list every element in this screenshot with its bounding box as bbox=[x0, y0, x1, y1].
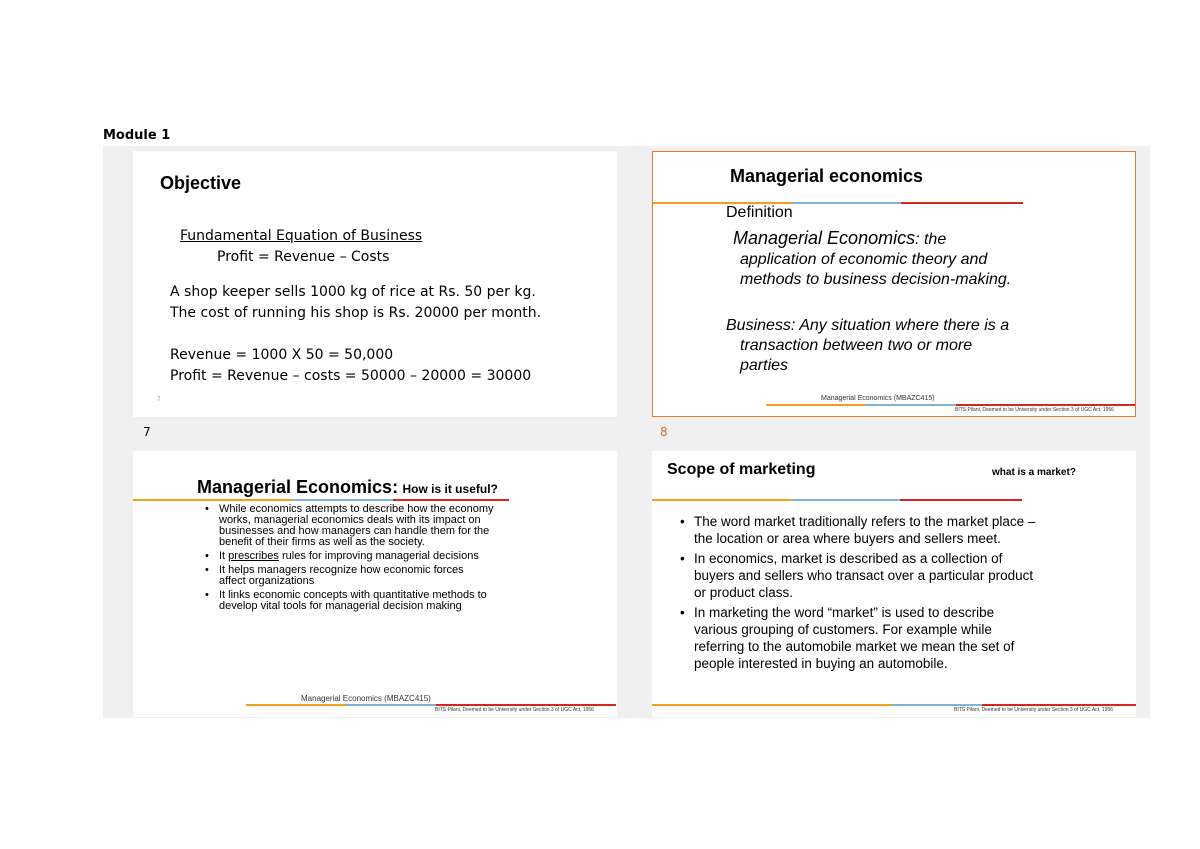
title-stripe-blue bbox=[293, 499, 393, 501]
definition-colon: : the bbox=[915, 231, 947, 248]
bullet-line: In marketing the word “market” is used to describe bbox=[694, 605, 995, 620]
definition-line-2: application of economic theory and bbox=[740, 251, 988, 268]
bullet-item bbox=[205, 504, 494, 548]
slide-title: Objective bbox=[160, 173, 242, 193]
profit-line: Profit = Revenue – costs = 50000 – 20000 = 30000 bbox=[170, 368, 532, 384]
slide-sheet bbox=[103, 146, 1150, 718]
title-main: Managerial Economics: bbox=[197, 477, 399, 497]
revenue-line: Revenue = 1000 X 50 = 50,000 bbox=[170, 347, 394, 363]
footer-stripe-blue bbox=[866, 404, 956, 406]
footer-course: Managerial Economics (MBAZC415) bbox=[821, 395, 935, 402]
bullet-line: develop vital tools for managerial decision making bbox=[219, 600, 462, 612]
definition-term-line bbox=[733, 228, 946, 249]
slide-how-useful[interactable] bbox=[133, 451, 617, 717]
bullet-line: various grouping of customers. For example while bbox=[694, 622, 992, 637]
module-label: Module 1 bbox=[103, 128, 171, 143]
bullet-pre: It bbox=[219, 550, 229, 562]
title-stripe-red bbox=[900, 499, 1022, 501]
bullet-line: It helps managers recognize how economic forces bbox=[219, 564, 464, 576]
footer-university: BITS Pilani, Deemed to be University under Section 3 of UGC Act, 1956 bbox=[435, 707, 594, 713]
corner-slide-number: 7 bbox=[157, 397, 161, 403]
bullet-underline: prescribes bbox=[228, 550, 279, 562]
bullet-item bbox=[680, 604, 1035, 672]
slide-objective[interactable] bbox=[133, 151, 617, 417]
title-sub: How is it useful? bbox=[402, 482, 498, 496]
equation-text: Profit = Revenue – Costs bbox=[217, 249, 390, 265]
bullet-line: referring to the automobile market we mean the set of bbox=[694, 639, 1015, 654]
footer-stripe-red bbox=[956, 404, 1136, 406]
title-stripe-red bbox=[901, 202, 1023, 204]
footer-stripe-blue bbox=[346, 704, 436, 706]
footer-course: Managerial Economics (MBAZC415) bbox=[301, 694, 431, 703]
bullet-item bbox=[205, 551, 494, 562]
business-line-2: transaction between two or more bbox=[740, 337, 973, 354]
bullet-line: the location or area where buyers and sellers meet. bbox=[694, 531, 1001, 546]
bullet-item bbox=[680, 513, 1035, 547]
example-line-2: The cost of running his shop is Rs. 20000 per month. bbox=[170, 305, 542, 321]
bullet-item bbox=[205, 565, 494, 587]
title-stripe-red bbox=[393, 499, 509, 501]
footer-stripe-orange bbox=[652, 704, 892, 706]
slide-number-7: 7 bbox=[143, 425, 151, 439]
bullet-line: or product class. bbox=[694, 585, 794, 600]
slide-subtitle: what is a market? bbox=[992, 467, 1076, 478]
title-stripe-orange bbox=[652, 499, 792, 501]
slide-number-8: 8 bbox=[660, 425, 668, 439]
bullet-line: In economics, market is described as a collection of bbox=[694, 551, 1003, 566]
slide-managerial-economics[interactable] bbox=[652, 151, 1136, 417]
bullet-line: It links economic concepts with quantitative methods to bbox=[219, 589, 487, 601]
slide-title: Scope of marketing bbox=[667, 461, 816, 478]
bullet-item bbox=[680, 550, 1035, 601]
slide-title bbox=[197, 477, 498, 498]
footer-stripe-red bbox=[982, 704, 1136, 706]
bullet-line: The word market traditionally refers to the market place – bbox=[694, 514, 1036, 529]
business-line-3: parties bbox=[740, 357, 789, 374]
definition-line-3: methods to business decision-making. bbox=[740, 271, 1012, 288]
bullet-post: rules for improving managerial decisions bbox=[278, 550, 479, 562]
footer-stripe-red bbox=[436, 704, 616, 706]
slide-title: Managerial economics bbox=[730, 166, 924, 186]
slide-scope-of-marketing[interactable] bbox=[652, 451, 1136, 717]
example-line-1: A shop keeper sells 1000 kg of rice at Rs. 50 per kg. bbox=[170, 284, 536, 300]
scope-bullets bbox=[680, 513, 1035, 672]
definition-label: Definition bbox=[726, 204, 793, 221]
footer-university: BITS Pilani, Deemed to be University under Section 3 of UGC Act, 1956 bbox=[954, 707, 1113, 713]
bullet-line: buyers and sellers who transact over a particular product bbox=[694, 568, 1034, 583]
footer-stripe-orange bbox=[246, 704, 346, 706]
bullet-line: businesses and how managers can handle them for the bbox=[219, 525, 490, 537]
footer-university: BITS Pilani, Deemed to be University under Section 3 of UGC Act, 1956 bbox=[955, 407, 1114, 413]
bullet-line: benefit of their firms as well as the society. bbox=[219, 536, 425, 548]
equation-heading: Fundamental Equation of Business bbox=[180, 228, 423, 244]
bullet-item bbox=[205, 590, 494, 612]
title-stripe-blue bbox=[792, 499, 900, 501]
bullet-line: While economics attempts to describe how the economy bbox=[219, 503, 494, 515]
useful-bullets bbox=[205, 504, 494, 612]
footer-stripe-orange bbox=[766, 404, 866, 406]
bullet-line: works, managerial economics deals with its impact on bbox=[219, 514, 481, 526]
title-stripe-blue bbox=[793, 202, 901, 204]
title-stripe-orange bbox=[133, 499, 293, 501]
bullet-line: people interested in buying an automobile. bbox=[694, 656, 948, 671]
business-line-1: Business: Any situation where there is a bbox=[726, 317, 1010, 334]
bullet-line: affect organizations bbox=[219, 575, 315, 587]
definition-term: Managerial Economics bbox=[733, 228, 916, 248]
footer-stripe-blue bbox=[892, 704, 982, 706]
